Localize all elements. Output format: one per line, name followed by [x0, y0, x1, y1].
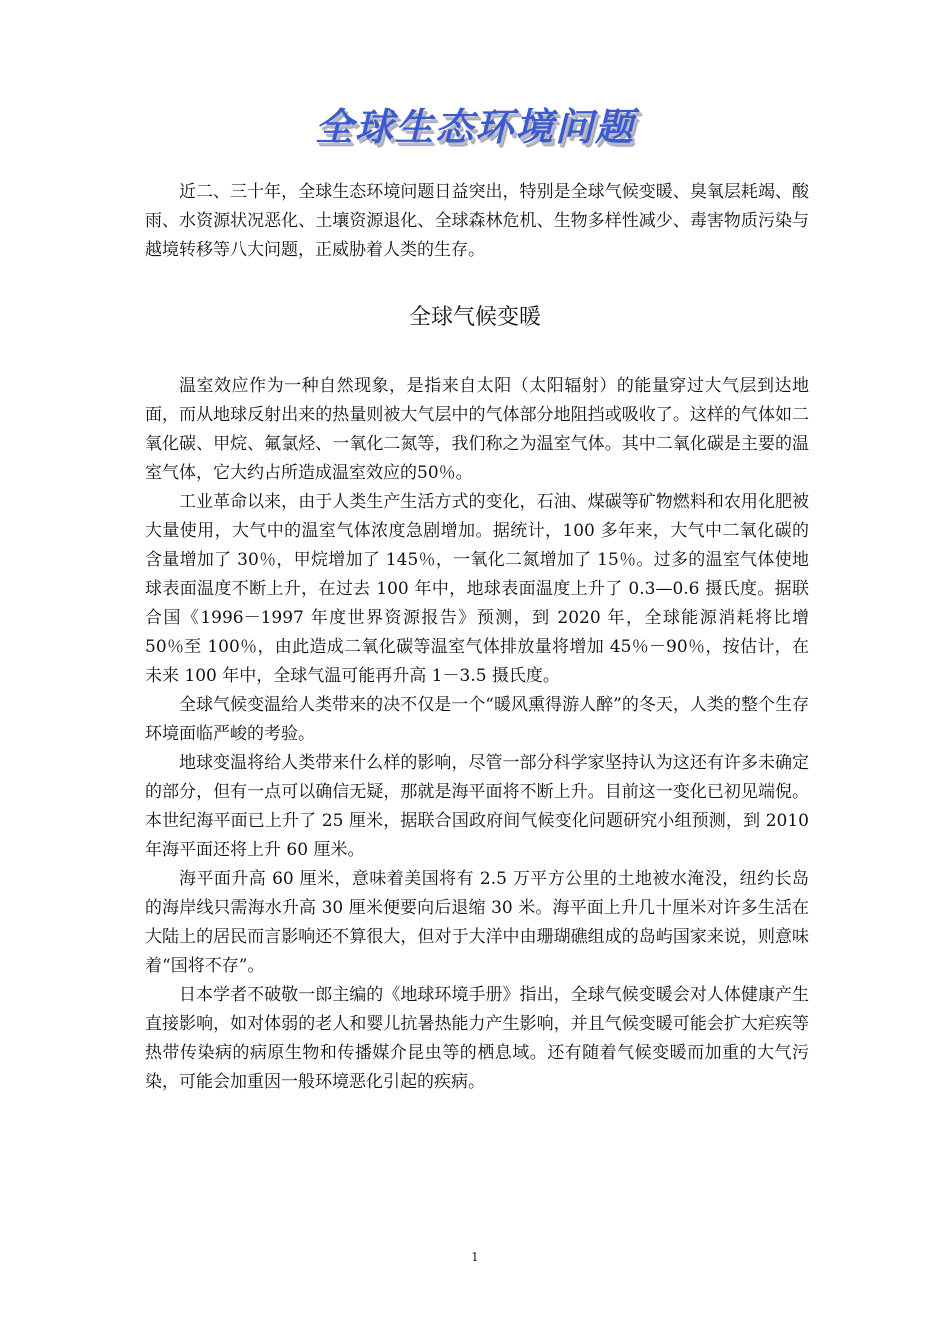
- page-number: 1: [471, 1250, 479, 1264]
- document-title: 全球生态环境问题: [314, 105, 635, 149]
- paragraph: 日本学者不破敬一郎主编的《地球环境手册》指出，全球气候变暖会对人体健康产生直接影响，如对体弱的老人和婴儿抗暑热能力产生影响，并且气候变暖可能会扩大疟疾等热带传染病的病原生物和传播媒介昆虫等的栖息域。还有随着气候变暖而加重的大气污染，可能会加重因一般环境恶化引起的疾病。: [145, 985, 809, 1092]
- paragraph: 地球变温将给人类带来什么样的影响，尽管一部分科学家坚持认为这还有许多未确定的部分，但有一点可以确信无疑，那就是海平面将不断上升。目前这一变化已初见端倪。本世纪海平面已上升了 25 厘米，据联合国政府间气候变化问题研究小组预测，到 2010 年海平面还将上升 60 厘米。: [145, 753, 809, 860]
- section-heading: 全球气候变暖: [408, 305, 541, 330]
- paragraph: 海平面升高 60 厘米，意味着美国将有 2.5 万平方公里的土地被水淹没，纽约长岛的海岸线只需海水升高 30 厘米便要向后退缩 30 米。海平面上升几十厘米对许多生活在大陆上的居民而言影响还不算很大，但对于大洋中由珊瑚礁组成的岛屿国家来说，则意味着“国将不存”。: [145, 869, 809, 976]
- intro-block: [145, 178, 809, 265]
- section-body: [145, 372, 809, 1097]
- paragraph: 全球气候变温给人类带来的决不仅是一个“暖风熏得游人醉”的冬天，人类的整个生存环境面临严峻的考验。: [145, 695, 809, 744]
- paragraph: 工业革命以来，由于人类生产生活方式的变化，石油、煤碳等矿物燃料和农用化肥被大量使用，大气中的温室气体浓度急剧增加。据统计，100 多年来，大气中二氧化碳的含量增加了 30％，甲烷增加了 145％，一氧化二氮增加了 15％。过多的温室气体使地球表面温度不断上升，在过去 100 年中，地球表面温度上升了 0.3—0.6 摄氏度。据联合国《1996－1997 年度世界资源报告》预测，到 2020 年，全球能源消耗将比增 50％至 100％，由此造成二氧化碳等温室气体排放量将增加 45％－90％，按估计，在未来 100 年中，全球气温可能再升高 1－3.5 摄氏度。: [145, 492, 809, 686]
- paragraph: 温室效应作为一种自然现象，是指来自太阳（太阳辐射）的能量穿过大气层到达地面，而从地球反射出来的热量则被大气层中的气体部分地阻挡或吸收了。这样的气体如二氧化碳、甲烷、氟氯烃、一氧化二氮等，我们称之为温室气体。其中二氧化碳是主要的温室气体，它大约占所造成温室效应的50％。: [145, 376, 809, 483]
- intro-paragraph: 近二、三十年，全球生态环境问题日益突出，特别是全球气候变暖、臭氧层耗竭、酸雨、水资源状况恶化、土壤资源退化、全球森林危机、生物多样性减少、毒害物质污染与越境转移等八大问题，正威胁着人类的生存。: [145, 182, 809, 260]
